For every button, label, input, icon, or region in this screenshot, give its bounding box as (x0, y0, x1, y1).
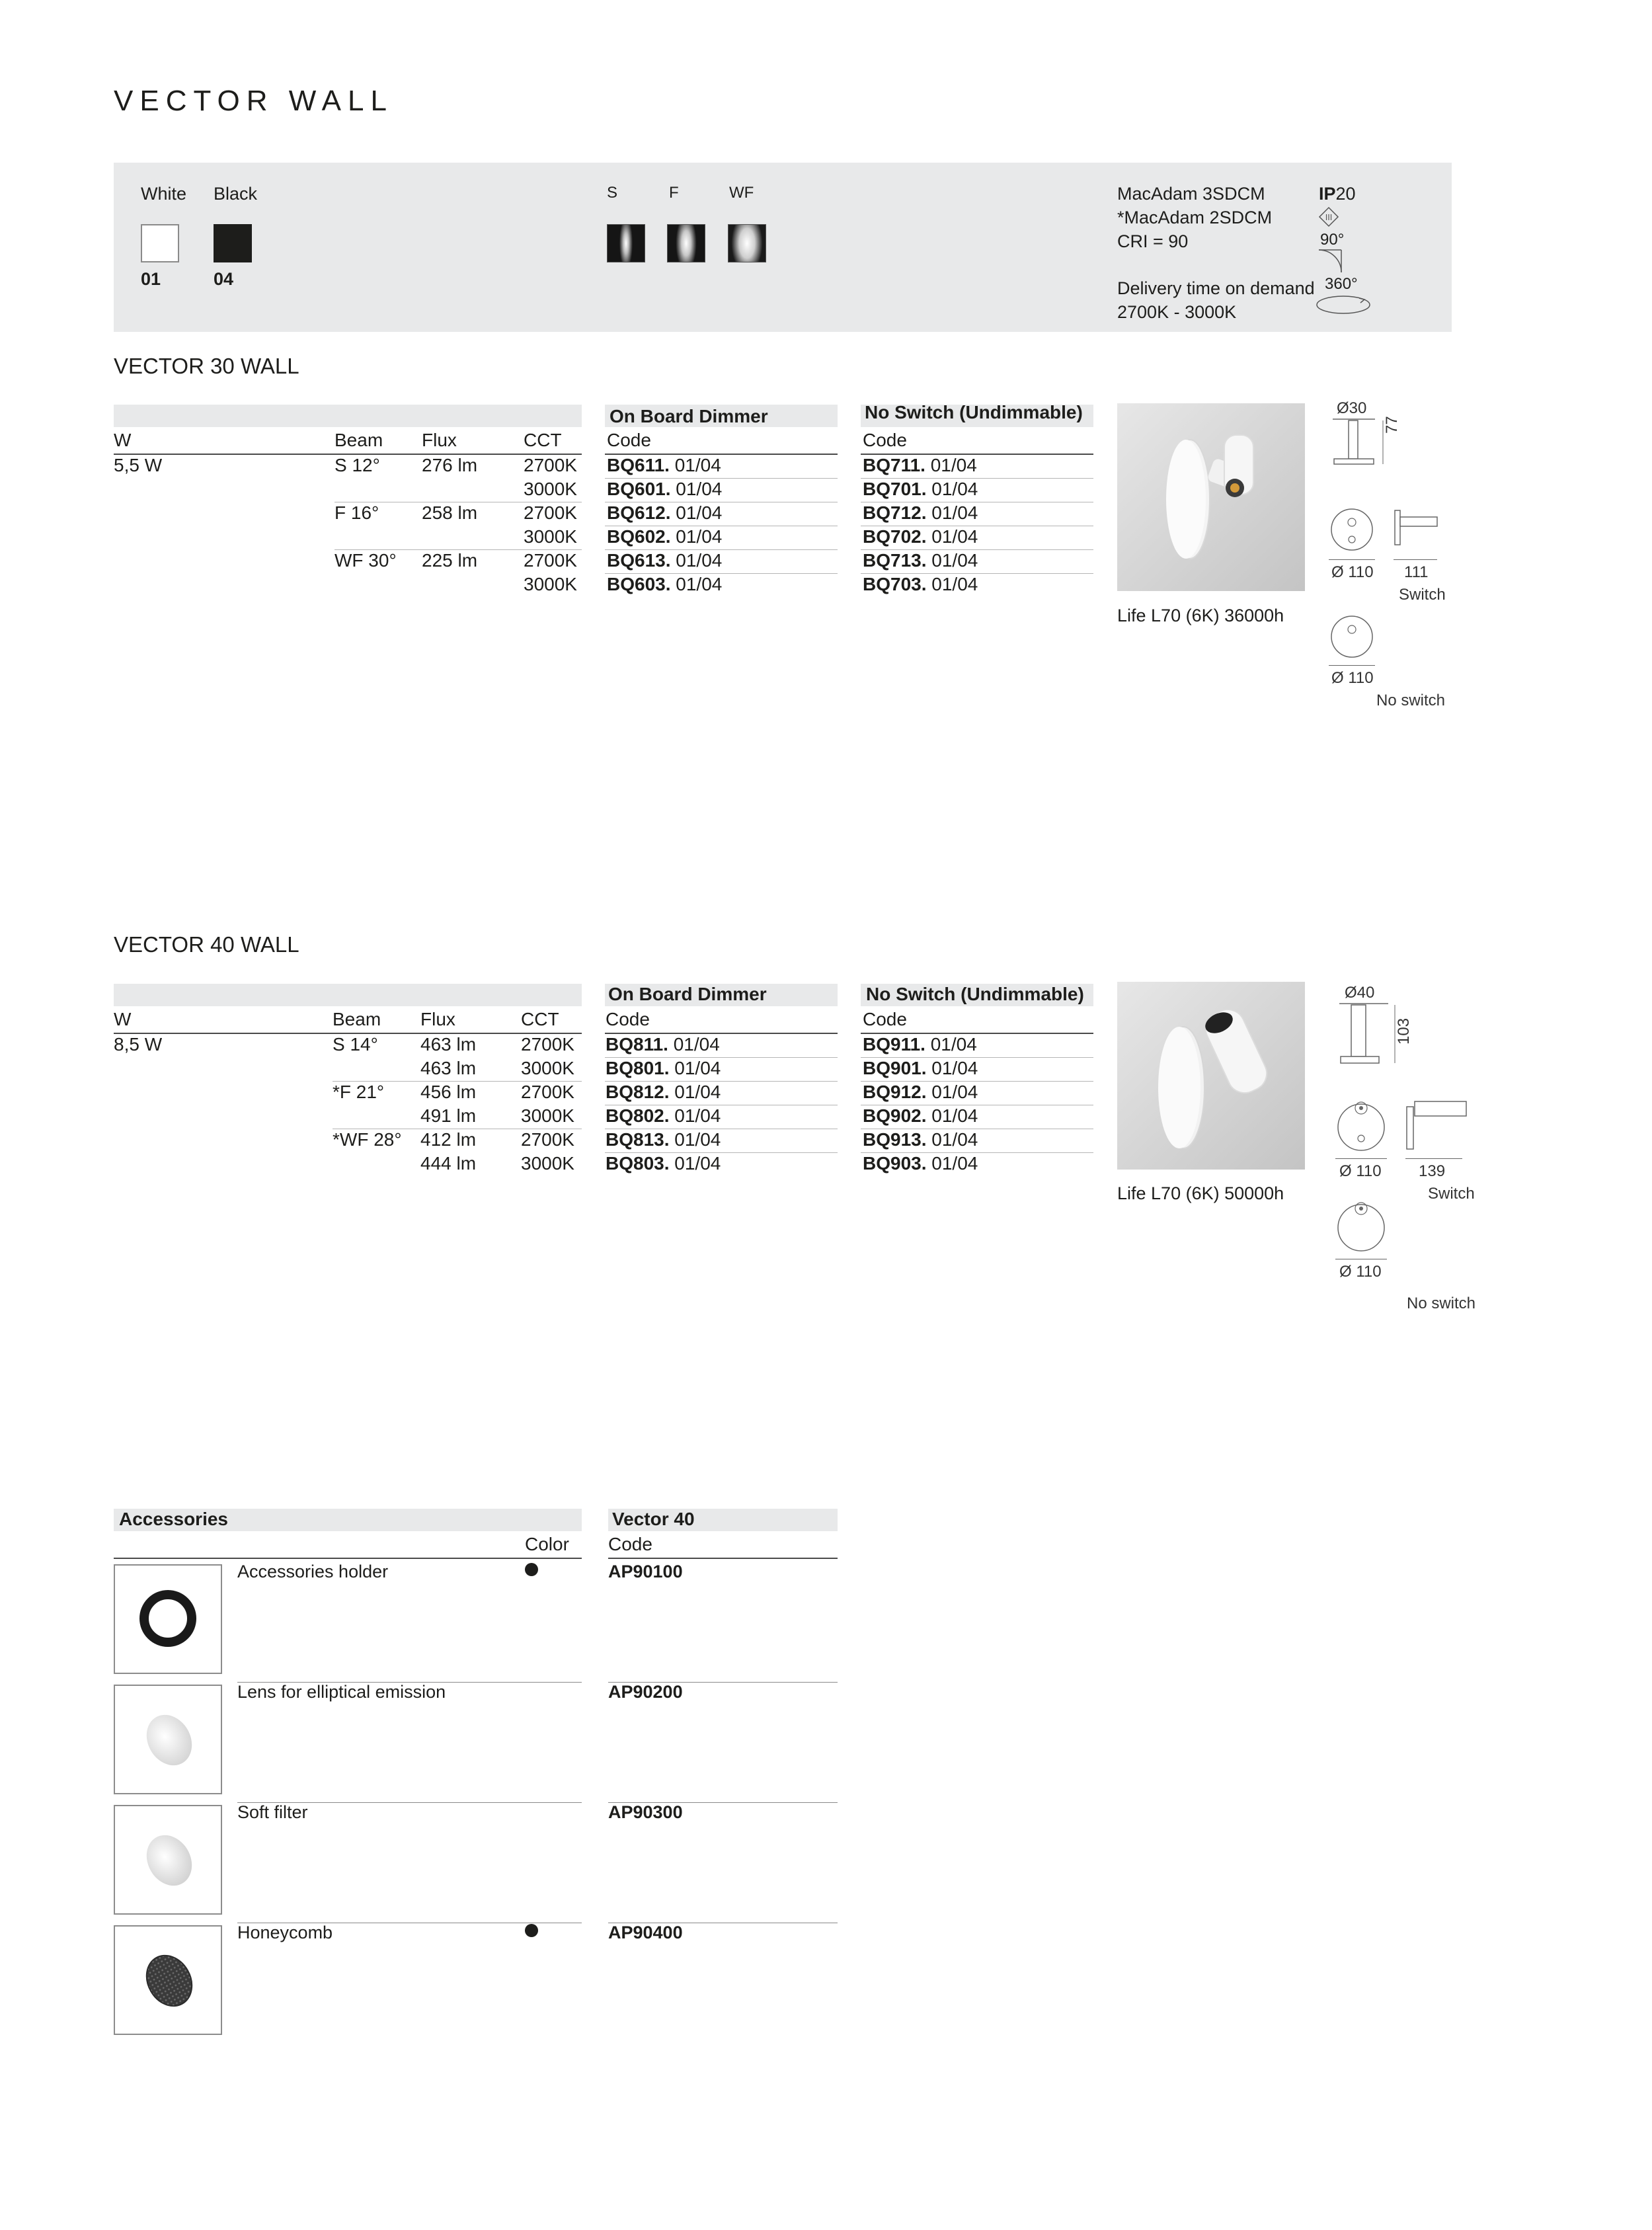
v40-cct: 3000K (521, 1105, 574, 1126)
v30-cct: 3000K (524, 526, 577, 547)
v30-switch-label: Switch (1399, 586, 1446, 604)
v40-dim-base2: Ø 110 (1339, 1263, 1382, 1281)
v40-cct: 3000K (521, 1153, 574, 1174)
v30-cct: 3000K (524, 574, 577, 594)
accessories-code-header: Code (608, 1534, 652, 1554)
delivery-text: Delivery time on demand (1117, 278, 1315, 298)
color-dot-icon (525, 1563, 538, 1576)
v40-code2-header: Code (863, 1009, 907, 1029)
v40-code-noswitch: BQ912. 01/04 (863, 1082, 978, 1102)
v40-dim-rule (1405, 1158, 1462, 1159)
rotation-icon (1316, 294, 1371, 316)
lens-icon (115, 1686, 221, 1793)
vector40-lamp-illustration (1117, 982, 1305, 1170)
v30-dim-rule (1394, 559, 1437, 560)
v30-code-dimmer: BQ612. 01/04 (607, 502, 723, 523)
v30-beam: S 12° (334, 455, 380, 475)
v30-noswitch-header: No Switch (Undimmable) (865, 402, 1083, 422)
v40-noswitch-header: No Switch (Undimmable) (866, 984, 1084, 1004)
spec-macadam: MacAdam 3SDCM (1117, 184, 1265, 204)
v40-flux: 444 lm (420, 1153, 477, 1174)
delivery-cct: 2700K - 3000K (1117, 302, 1237, 322)
v30-code-dimmer: BQ613. 01/04 (607, 550, 723, 571)
v40-flux: 412 lm (420, 1129, 477, 1150)
v40-front-drawing-switch (1335, 1100, 1387, 1152)
v30-flux: 225 lm (422, 550, 478, 571)
v40-beam: *WF 28° (333, 1129, 402, 1150)
v30-code-dimmer: BQ602. 01/04 (607, 526, 723, 547)
v40-beam: S 14° (333, 1034, 378, 1055)
spec-macadam-2: *MacAdam 2SDCM (1117, 208, 1273, 227)
black-swatch (214, 224, 252, 262)
v40-dim-base: Ø 110 (1339, 1162, 1382, 1180)
v30-beam: F 16° (334, 502, 379, 523)
accessory-name: Lens for elliptical emission (237, 1682, 446, 1702)
v40-beam: *F 21° (333, 1082, 385, 1102)
beam-s-label: S (607, 184, 618, 202)
tilt-icon (1318, 249, 1344, 274)
v40-flux-header: Flux (420, 1009, 455, 1029)
v30-cct: 2700K (524, 455, 577, 475)
v40-code-header: Code (606, 1009, 650, 1029)
accessory-code: AP90200 (608, 1682, 683, 1702)
vector30-lamp-illustration (1117, 403, 1305, 591)
v40-dimmer-header: On Board Dimmer (608, 984, 767, 1004)
rotation-angle: 360° (1325, 275, 1358, 293)
v30-flux: 258 lm (422, 502, 478, 523)
v30-code-noswitch: BQ711. 01/04 (863, 455, 977, 475)
v40-code-noswitch: BQ902. 01/04 (863, 1105, 978, 1126)
v40-watt: 8,5 W (114, 1034, 163, 1055)
vector30-title: VECTOR 30 WALL (114, 354, 299, 378)
v30-code-noswitch: BQ713. 01/04 (863, 550, 978, 571)
v40-code-noswitch: BQ913. 01/04 (863, 1129, 978, 1150)
accessories-color-header: Color (525, 1534, 569, 1554)
white-swatch (141, 224, 179, 262)
beam-f-label: F (669, 184, 679, 202)
v30-code-noswitch: BQ712. 01/04 (863, 502, 978, 523)
v40-dim-height: 103 (1395, 1017, 1413, 1045)
v30-front-drawing-noswitch (1329, 614, 1375, 660)
color-white-code: 01 (141, 269, 161, 289)
v30-code-noswitch: BQ703. 01/04 (863, 574, 978, 594)
accessory-code: AP90300 (608, 1802, 683, 1822)
v30-dim-base2: Ø 110 (1331, 669, 1374, 687)
accessories-rule (114, 1558, 582, 1559)
ring-icon (115, 1566, 221, 1673)
color-black-code: 04 (214, 269, 234, 289)
v30-code-dimmer: BQ603. 01/04 (607, 574, 723, 594)
v30-dimmer-header: On Board Dimmer (610, 406, 768, 426)
vector40-title: VECTOR 40 WALL (114, 932, 299, 957)
svg-text:III: III (1325, 213, 1333, 222)
v40-flux: 463 lm (420, 1034, 477, 1055)
v40-code-dimmer: BQ812. 01/04 (606, 1082, 721, 1102)
accessories-title: Accessories (119, 1509, 229, 1529)
lens-image (114, 1685, 222, 1794)
accessory-name: Soft filter (237, 1802, 308, 1822)
color-dot-icon (525, 1924, 538, 1937)
vector30-photo (1117, 403, 1305, 591)
v30-watt: 5,5 W (114, 455, 163, 475)
v30-dim-base: Ø 110 (1331, 563, 1374, 581)
ip-rating: IP20 (1319, 184, 1356, 204)
vector40-life: Life L70 (6K) 50000h (1117, 1183, 1284, 1203)
v40-dim-depth: 139 (1419, 1162, 1446, 1180)
v40-front-drawing-noswitch (1335, 1201, 1387, 1252)
accessories-code-rule (608, 1558, 838, 1559)
v30-dim-rule (1329, 665, 1375, 666)
v40-flux: 456 lm (420, 1082, 477, 1102)
v40-cct: 2700K (521, 1082, 574, 1102)
beam-s-icon (607, 224, 645, 262)
v40-code-noswitch: BQ911. 01/04 (863, 1034, 977, 1055)
v40-cct: 2700K (521, 1129, 574, 1150)
tilt-angle: 90° (1320, 231, 1345, 249)
accessory-code: AP90100 (608, 1562, 683, 1581)
v30-flux: 276 lm (422, 455, 478, 475)
accessory-name: Honeycomb (237, 1923, 333, 1942)
accessories-product-header: Vector 40 (612, 1509, 695, 1529)
v40-flux: 463 lm (420, 1058, 477, 1078)
color-black-label: Black (214, 184, 258, 204)
vector40-photo (1117, 982, 1305, 1170)
v30-code-noswitch: BQ701. 01/04 (863, 479, 978, 499)
v40-dim-rule (1335, 1158, 1387, 1159)
v30-cct: 2700K (524, 550, 577, 571)
v30-code-dimmer: BQ611. 01/04 (607, 455, 721, 475)
honeycomb-image (114, 1925, 222, 2035)
soft-filter-image (114, 1805, 222, 1915)
page-title: VECTOR WALL (114, 85, 393, 117)
accessory-code: AP90400 (608, 1923, 683, 1942)
v30-code-header: Code (607, 430, 651, 450)
v30-front-drawing-switch (1329, 506, 1375, 553)
v30-cct: 3000K (524, 479, 577, 499)
vector30-life: Life L70 (6K) 36000h (1117, 606, 1284, 625)
v30-beam-header: Beam (334, 430, 383, 450)
v30-w-header: W (114, 430, 132, 450)
accessories-holder-image (114, 1564, 222, 1674)
v30-beam: WF 30° (334, 550, 397, 571)
v40-cct-header: CCT (521, 1009, 559, 1029)
v40-profile-drawing (1405, 1100, 1469, 1153)
v40-code-dimmer: BQ803. 01/04 (606, 1153, 721, 1174)
v40-dim-diam: Ø40 (1345, 984, 1375, 1002)
v30-dim-depth: 111 (1404, 563, 1429, 581)
beam-wf-icon (728, 224, 766, 262)
v40-code-dimmer: BQ813. 01/04 (606, 1129, 721, 1150)
v40-beam-header: Beam (333, 1009, 381, 1029)
v30-dim-diam: Ø30 (1337, 399, 1367, 417)
v40-cct: 3000K (521, 1058, 574, 1078)
v30-header-bar (114, 405, 582, 427)
v40-code-dimmer: BQ811. 01/04 (606, 1034, 720, 1055)
v30-code2-header: Code (863, 430, 907, 450)
v40-w-header: W (114, 1009, 132, 1029)
v30-profile-drawing (1394, 509, 1441, 549)
v40-noswitch-label: No switch (1407, 1294, 1476, 1312)
v30-cct: 2700K (524, 502, 577, 523)
v40-flux: 491 lm (420, 1105, 477, 1126)
v40-code-dimmer: BQ801. 01/04 (606, 1058, 721, 1078)
beam-f-icon (667, 224, 705, 262)
color-white-label: White (141, 184, 187, 204)
v30-code-noswitch: BQ702. 01/04 (863, 526, 978, 547)
v30-dim-rule (1329, 559, 1375, 560)
v40-code-noswitch: BQ903. 01/04 (863, 1153, 978, 1174)
v40-header-bar (114, 984, 582, 1006)
v30-cct-header: CCT (524, 430, 562, 450)
v30-noswitch-label: No switch (1376, 692, 1446, 709)
v30-dim-height: 77 (1383, 416, 1401, 434)
v40-switch-label: Switch (1428, 1185, 1475, 1203)
beam-wf-label: WF (729, 184, 754, 202)
v40-code-noswitch: BQ901. 01/04 (863, 1058, 978, 1078)
v30-flux-header: Flux (422, 430, 457, 450)
filter-icon (115, 1806, 221, 1913)
v40-code-dimmer: BQ802. 01/04 (606, 1105, 721, 1126)
spec-cri: CRI = 90 (1117, 231, 1189, 251)
v30-code-dimmer: BQ601. 01/04 (607, 479, 723, 499)
class-iii-icon (1318, 206, 1339, 227)
v40-cct: 2700K (521, 1034, 574, 1055)
honeycomb-icon (115, 1927, 221, 2034)
accessory-name: Accessories holder (237, 1562, 389, 1581)
